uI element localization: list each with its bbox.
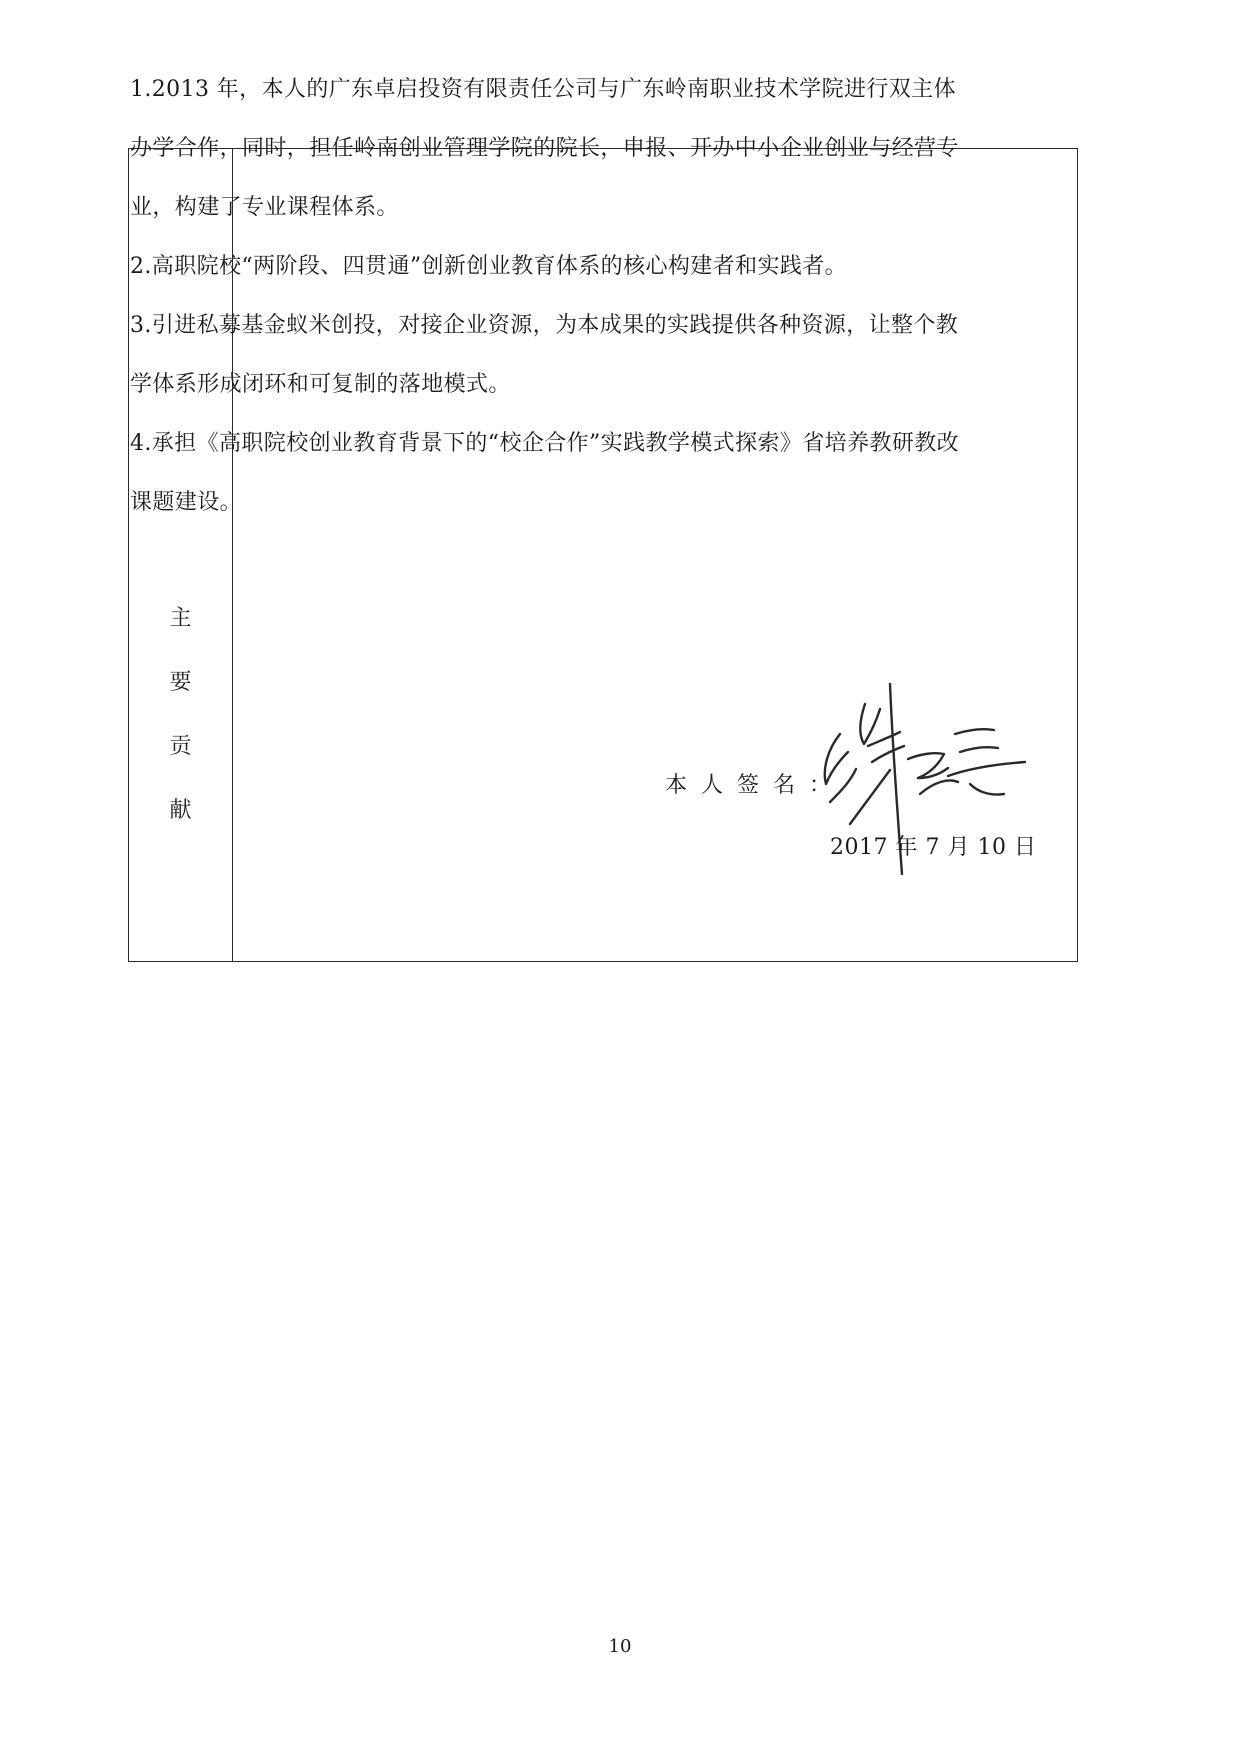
- contribution-item: 2.高职院校“两阶段、四贯通”创新创业教育体系的核心构建者和实践者。: [130, 254, 848, 279]
- label-main-contribution: [129, 587, 232, 843]
- label-char: 要: [169, 670, 192, 695]
- contribution-item: 1.2013 年，本人的广东卓启投资有限责任公司与广东岭南职业技术学院进行双主体办学合作，同时，担任岭南创业管理学院的院长，申报、开办中小企业创业与经营专业，构建了专业课程体系。: [130, 77, 959, 220]
- contribution-item: 4.承担《高职院校创业教育背景下的“校企合作”实践教学模式探索》省培养教研教改课题建设。: [130, 431, 960, 515]
- label-char: 主: [169, 606, 192, 631]
- signature-date: 2017 年 7 月 10 日: [830, 835, 1037, 860]
- label-char: 贡: [169, 734, 192, 759]
- signature-label: 本人签名：: [665, 773, 846, 798]
- contribution-item: 3.引进私募基金蚁米创投，对接企业资源，为本成果的实践提供各种资源，让整个教学体系形成闭环和可复制的落地模式。: [130, 313, 959, 397]
- page-number: 10: [608, 1636, 632, 1657]
- contribution-list: [130, 60, 960, 532]
- label-char: 献: [169, 798, 192, 823]
